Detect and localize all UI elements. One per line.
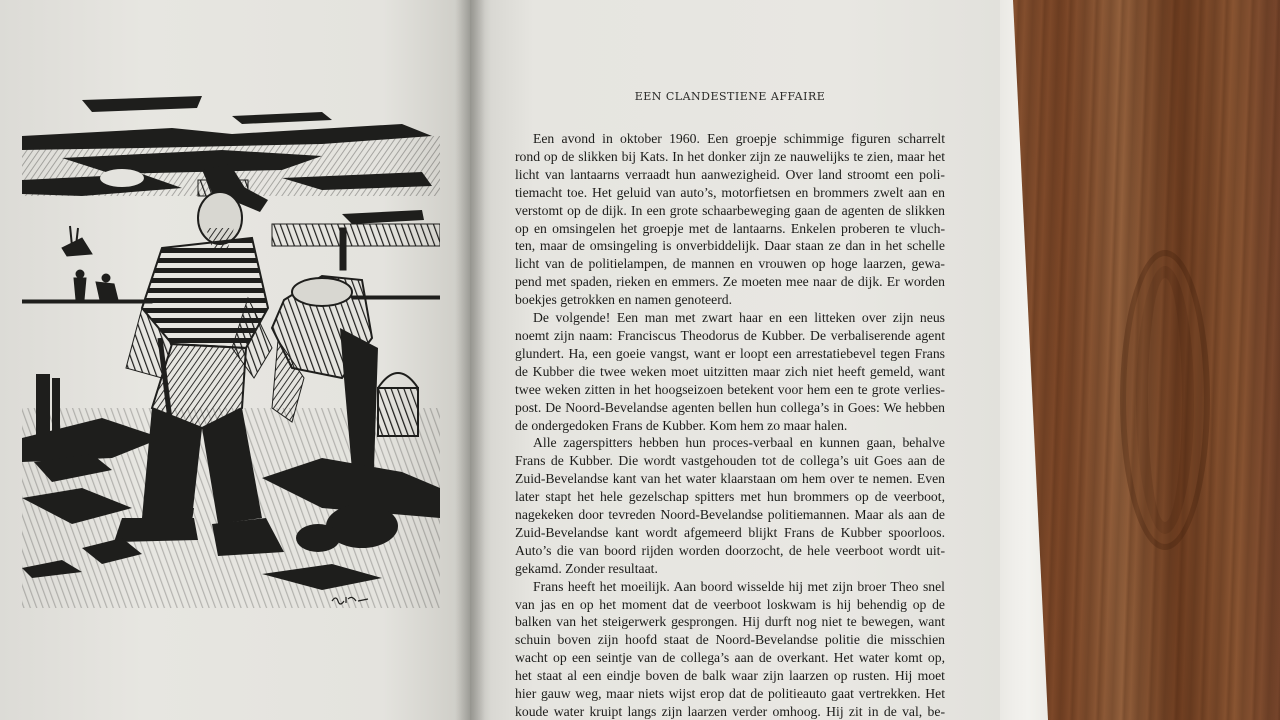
text-line: de ondergedoken Frans de Kubber. Kom hem zo maar halen. — [515, 417, 848, 433]
text-line: wacht op een seintje van de collega’s aan de overkant. Het water komt op, — [515, 650, 945, 666]
artist-signature — [330, 590, 370, 609]
text-line: pend met spaden, rieken en emmers. Ze moeten mee naar de dijk. Er worden — [515, 274, 945, 290]
text-line: de Kubber die twee weken moet uitzitten maar zich niet heeft gemeld, want — [515, 363, 945, 379]
text-line: hier gauw weg, maar niets wijst erop dat de politieauto gaat vertrekken. Het — [515, 686, 945, 702]
text-line: het staat al een eindje boven de balk waar zijn laarzen op rusten. Hij moet — [515, 668, 945, 684]
text-line: Alle zagerspitters hebben hun proces-verbaal en kunnen gaan, behalve — [533, 435, 945, 451]
text-line: post. De Noord-Bevelandse agenten bellen hun collega’s in Goes: We hebben — [515, 399, 945, 415]
book-gutter — [455, 0, 485, 720]
text-line: noemt zijn naam: Franciscus Theodorus de Kubber. De verbaliserende agent — [515, 327, 945, 343]
text-line: nagekeken door tevreden Noord-Bevelandse politiemannen. Maar als aan de — [515, 507, 945, 523]
text-line: Auto’s die van boord rijden worden doorzocht, de hele veerboot wordt uit- — [515, 542, 945, 558]
text-line: De volgende! Een man met zwart haar en een litteken over zijn neus — [533, 310, 945, 326]
text-line: op en omsingelen het groepje met de lantaarns. Enkelen proberen te vluch- — [515, 220, 945, 236]
text-line: Zuid-Bevelandse kant van het water klaarstaan om hem over te nemen. Even — [515, 471, 945, 487]
text-line: glundert. Ha, een goeie vangst, want er loopt een arrestatiebevel tegen Frans — [515, 345, 945, 361]
text-line: schuin boven zijn hoofd staat de Noord-Bevelandse politie die misschien — [515, 632, 945, 648]
text-line: twee weken zitten in het hoogseizoen betekent voor hem een te grote verlies- — [515, 381, 945, 397]
text-line: koude water kruipt langs zijn laarzen verder omhoog. Hij zit in de val, be- — [515, 704, 945, 719]
wood-grain-knot — [1120, 250, 1210, 550]
text-line: balken van het steigerwerk gesprongen. Hij durft nog niet te bewegen, want — [515, 614, 945, 630]
sun-shape — [100, 169, 144, 187]
text-line: gekamd. Zonder resultaat. — [515, 560, 658, 576]
text-line: van jas en op het moment dat de veerboot loskwam is hij behendig op de — [515, 596, 945, 612]
text-line: Zuid-Bevelandse kant wordt afgemeerd blijkt Frans de Kubber spoorloos. — [515, 524, 945, 540]
body-text — [515, 130, 945, 720]
text-line: Frans heeft het moeilijk. Aan boord wisselde hij met zijn broer Theo snel — [533, 578, 945, 594]
chapter-title: EEN CLANDESTIENE AFFAIRE — [634, 90, 826, 103]
text-line: later stapt het hele gezelschap spitters met hun brommers op de veerboot, — [515, 489, 945, 505]
ink-illustration — [22, 78, 440, 608]
text-line: ten, maar de omsingeling is onverbiddelijk. Daar staan ze dan in het schelle — [515, 238, 945, 254]
text-line: Frans de Kubber. Die wordt vastgehouden tot de collega’s uit Goes aan de — [515, 453, 945, 469]
text-line: rond op de slikken bij Kats. In het donker zijn ze nauwelijks te zien, maar het — [515, 148, 945, 164]
text-line: boekjes getrokken en namen genoteerd. — [515, 292, 733, 308]
text-line: licht van de politielampen, de mannen en vrouwen op hoge laarzen, gewa- — [515, 256, 945, 272]
text-line: tiemacht toe. Het geluid van auto’s, motorfietsen en brommers zwelt aan en — [515, 184, 945, 200]
text-line: verstomt op de dijk. In een grote schaarbeweging gaan de agenten de slikken — [515, 202, 945, 218]
text-line: Een avond in oktober 1960. Een groepje schimmige figuren scharrelt — [533, 131, 945, 146]
text-line: licht van lantaarns verraadt hun aanwezigheid. Over land stroomt een poli- — [515, 166, 945, 182]
